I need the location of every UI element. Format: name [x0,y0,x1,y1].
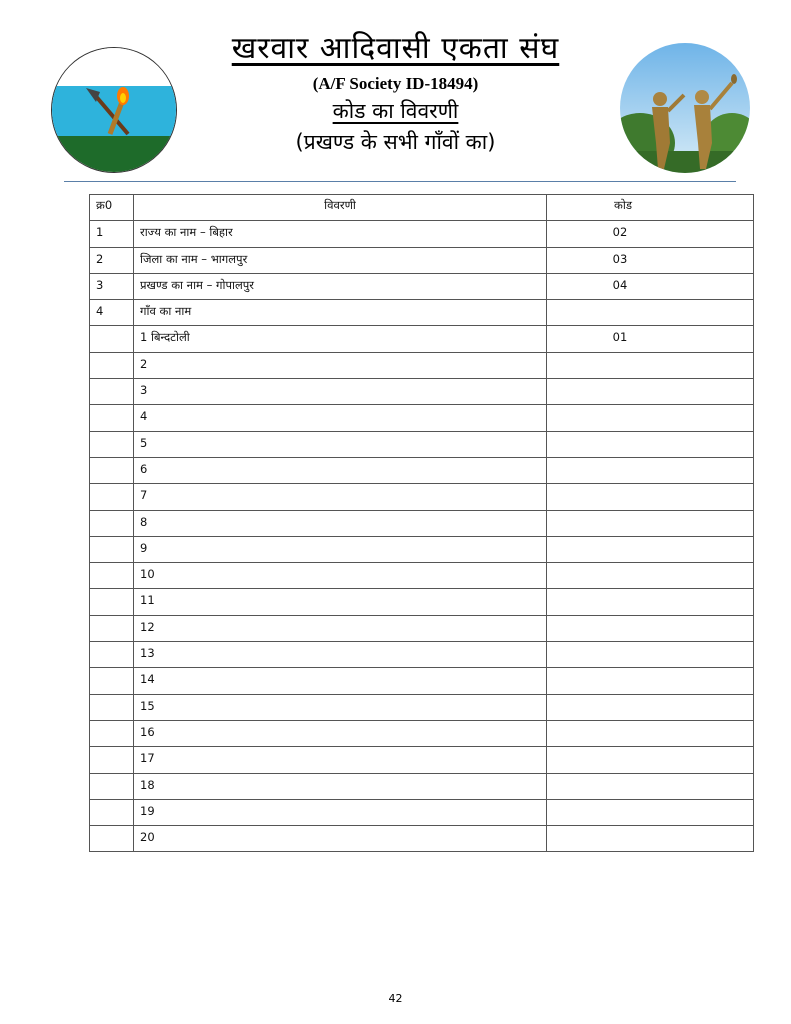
code-cell [547,510,754,536]
code-description-heading: कोड का विवरणी [332,99,459,123]
code-cell [547,484,754,510]
code-cell [547,589,754,615]
description-cell: जिला का नाम – भागलपुर [134,247,547,273]
code-cell [547,720,754,746]
serial-cell [90,352,134,378]
serial-cell [90,405,134,431]
description-cell: 12 [134,615,547,641]
table-row [90,510,754,536]
description-cell: 9 [134,536,547,562]
code-cell [547,668,754,694]
table-row [90,747,754,773]
description-cell: गाँव का नाम [134,300,547,326]
code-cell [547,694,754,720]
table-row [90,326,754,352]
code-cell [547,457,754,483]
serial-cell [90,589,134,615]
table-row [90,799,754,825]
description-cell: 13 [134,642,547,668]
statues-photo [620,43,750,173]
code-cell [547,431,754,457]
table-row [90,773,754,799]
code-table [89,194,754,852]
description-cell: 19 [134,799,547,825]
description-cell: 1 बिन्दटोली [134,326,547,352]
description-cell: 18 [134,773,547,799]
serial-cell [90,747,134,773]
table-row [90,457,754,483]
serial-cell: 2 [90,247,134,273]
code-cell [547,747,754,773]
description-cell: 6 [134,457,547,483]
serial-cell [90,379,134,405]
serial-cell [90,694,134,720]
code-cell [547,799,754,825]
description-cell: 10 [134,563,547,589]
table-row [90,221,754,247]
code-cell [547,536,754,562]
serial-cell [90,668,134,694]
description-cell: 15 [134,694,547,720]
table-row [90,642,754,668]
table-row [90,589,754,615]
code-cell: 01 [547,326,754,352]
table-row [90,668,754,694]
table-row [90,273,754,299]
table-row [90,615,754,641]
header-divider [64,181,736,182]
description-cell: 3 [134,379,547,405]
description-cell: 14 [134,668,547,694]
table-row [90,247,754,273]
serial-cell: 4 [90,300,134,326]
table-row [90,536,754,562]
code-cell [547,352,754,378]
serial-cell [90,510,134,536]
code-cell: 02 [547,221,754,247]
description-cell: 2 [134,352,547,378]
code-cell [547,379,754,405]
organization-title: खरवार आदिवासी एकता संघ [231,31,560,66]
statues-image-icon [620,43,750,173]
serial-cell [90,720,134,746]
table-row [90,484,754,510]
serial-cell [90,799,134,825]
description-cell: 20 [134,826,547,852]
code-cell [547,615,754,641]
code-cell: 03 [547,247,754,273]
description-cell: 11 [134,589,547,615]
code-cell [547,642,754,668]
serial-cell [90,457,134,483]
table-row [90,826,754,852]
serial-cell [90,642,134,668]
serial-cell [90,431,134,457]
code-cell [547,826,754,852]
table-row [90,405,754,431]
description-cell: 16 [134,720,547,746]
description-cell: 8 [134,510,547,536]
serial-cell [90,826,134,852]
code-cell [547,563,754,589]
page-number: 42 [388,992,403,1005]
serial-cell: 1 [90,221,134,247]
description-cell: 5 [134,431,547,457]
table-row [90,379,754,405]
description-cell: प्रखण्ड का नाम – गोपालपुर [134,273,547,299]
serial-cell [90,536,134,562]
table-row [90,352,754,378]
table-row [90,694,754,720]
table-row [90,563,754,589]
serial-cell [90,563,134,589]
code-cell [547,405,754,431]
code-cell [547,773,754,799]
serial-header: क्र0 [90,195,134,221]
serial-cell [90,326,134,352]
table-row [90,720,754,746]
code-header: कोड [547,195,754,221]
description-cell: 7 [134,484,547,510]
description-cell: 4 [134,405,547,431]
serial-cell: 3 [90,273,134,299]
block-villages-subheading: (प्रखण्ड के सभी गाँवों का) [295,130,496,154]
table-row [90,300,754,326]
table-header-row [90,195,754,221]
serial-cell [90,773,134,799]
serial-cell [90,484,134,510]
description-header: विवरणी [134,195,547,221]
code-cell: 04 [547,273,754,299]
society-id: (A/F Society ID-18494) [312,74,479,93]
code-cell [547,300,754,326]
description-cell: राज्य का नाम – बिहार [134,221,547,247]
serial-cell [90,615,134,641]
description-cell: 17 [134,747,547,773]
table-row [90,431,754,457]
